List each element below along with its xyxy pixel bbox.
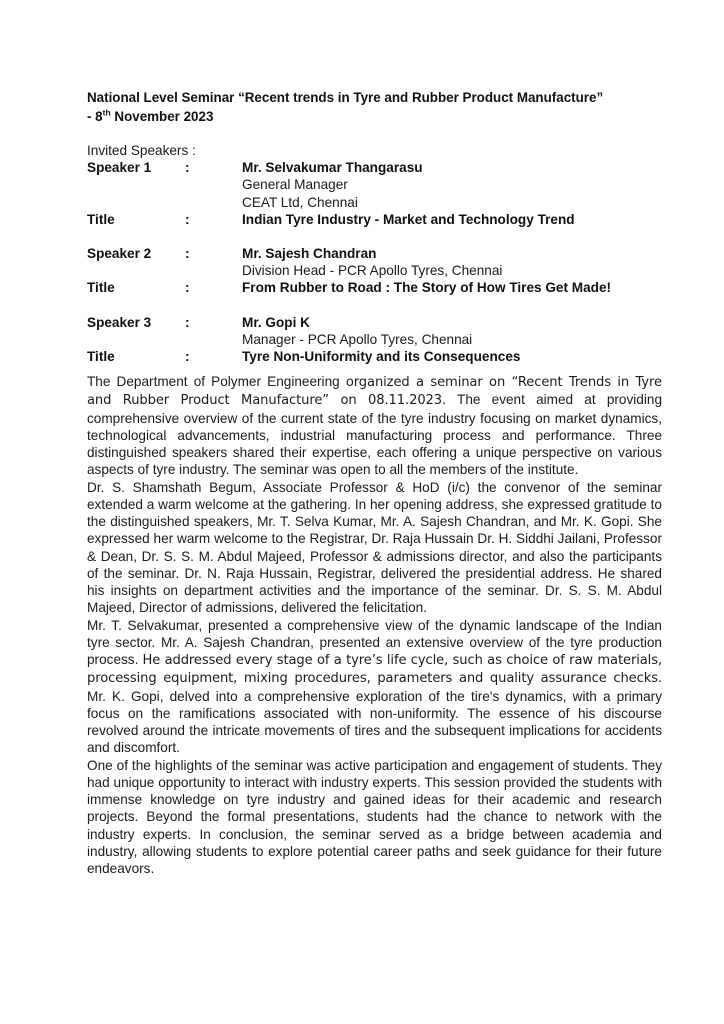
colon: : bbox=[185, 280, 190, 296]
speaker-role-row bbox=[87, 262, 662, 279]
report-body bbox=[87, 373, 662, 877]
speaker-label: Speaker 2 bbox=[87, 246, 152, 262]
text-run: Dr. S. Shamshath Begum, Associate Professor & HoD (i/c) the convenor of the seminar extended a warm welcome at the gathering. In her opening address, she expressed gratitude to the distinguished speakers, Mr. T. Selva Kumar, Mr. A. Sajesh Chandran, and Mr. K. Gopi. She expressed her warm welcome to the Registrar, Dr. Raja Hussain Dr. H. Siddhi Jailani, Professor & Dean, Dr. S. S. M. Abdul Majeed, Professor & admissions director, and also the participants of the seminar. Dr. N. Raja Hussain, Registrar, delivered the presidential address. He shared his insights on department activities and the importance of the seminar. Dr. S. S. M. Abdul Majeed, Director of admissions, delivered the felicitation. bbox=[87, 479, 662, 616]
speaker-label: Speaker 3 bbox=[87, 314, 152, 330]
title-label: Title bbox=[87, 280, 115, 296]
title-line-1: National Level Seminar “Recent trends in Tyre and Rubber Product Manufacture” bbox=[87, 90, 604, 105]
date-ordinal-superscript: th bbox=[102, 107, 111, 118]
date-prefix: - 8 bbox=[87, 109, 103, 124]
talk-title: Indian Tyre Industry - Market and Technology Trend bbox=[242, 211, 575, 227]
title-label: Title bbox=[87, 211, 115, 227]
text-run: Mr. T. Selvakumar, presented a comprehensive view of the dynamic landscape of the Indian tyre sector. Mr. A. Sajesh Chandran, presented an extensive overview of the tyre production process. bbox=[87, 617, 662, 668]
colon: : bbox=[185, 246, 190, 262]
speaker-role: CEAT Ltd, Chennai bbox=[242, 194, 358, 210]
speaker-role-row bbox=[87, 176, 662, 193]
text-run: organized a seminar on “Recent Trends in Tyre and Rubber Product Manufacture” on 08.11.2023. bbox=[87, 375, 662, 409]
empty-cell bbox=[185, 331, 242, 348]
speaker-name: Mr. Gopi K bbox=[242, 314, 310, 330]
speaker-row bbox=[87, 159, 662, 176]
speaker-block bbox=[87, 314, 662, 366]
text-run: He addressed every stage of a tyre’s life cycle, such as choice of raw materials, processing equipment, mixing procedures, parameters and quality assurance checks. bbox=[87, 653, 663, 687]
speaker-row bbox=[87, 245, 662, 262]
colon: : bbox=[185, 349, 190, 365]
speaker-block bbox=[87, 245, 662, 297]
empty-cell bbox=[185, 262, 242, 279]
empty-cell bbox=[87, 331, 185, 348]
colon: : bbox=[185, 314, 190, 330]
talk-title-row bbox=[87, 279, 662, 296]
speaker-role: Manager - PCR Apollo Tyres, Chennai bbox=[242, 331, 473, 347]
text-run: One of the highlights of the seminar was active participation and engagement of students. They had unique opportunity to interact with industry experts. This session provided the students with immense knowledge on tyre industry and gained ideas for their academic and research projects. Beyond the formal presentations, students had the chance to network with the industry experts. In conclusion, the seminar served as a bridge between academia and industry, allowing students to explore potential career paths and seek guidance for their future endeavors. bbox=[87, 757, 662, 877]
body-paragraph bbox=[87, 617, 662, 757]
speaker-name: Mr. Sajesh Chandran bbox=[242, 246, 377, 262]
empty-cell bbox=[87, 194, 185, 211]
text-run: The Department of Polymer Engineering bbox=[87, 374, 346, 390]
document-title bbox=[87, 88, 662, 126]
talk-title-row bbox=[87, 211, 662, 228]
empty-cell bbox=[185, 176, 242, 193]
speaker-role: Division Head - PCR Apollo Tyres, Chennai bbox=[242, 263, 503, 279]
speaker-role-row bbox=[87, 194, 662, 211]
speaker-row bbox=[87, 314, 662, 331]
body-paragraph bbox=[87, 757, 662, 878]
speaker-block bbox=[87, 159, 662, 228]
talk-title-row bbox=[87, 348, 662, 365]
talk-title: From Rubber to Road : The Story of How Tires Get Made! bbox=[242, 280, 612, 296]
invited-speakers-label: Invited Speakers : bbox=[87, 143, 196, 158]
date-suffix: November 2023 bbox=[110, 109, 214, 124]
colon: : bbox=[185, 160, 190, 176]
text-run: The event aimed at providing comprehensive overview of the current state of the tyre industry focusing on market dynamics, technological advancements, industrial manufacturing process and performance. Three distinguished speakers shared their expertise, each offering a unique perspective on various aspects of tyre industry. The seminar was open to all the members of the institute. bbox=[87, 392, 662, 478]
speaker-role: General Manager bbox=[242, 177, 348, 193]
text-run: Mr. K. Gopi, delved into a comprehensive exploration of the tire's dynamics, with a primary focus on the ramifications associated with non-uniformity. The essence of his discourse revolved around the intricate movements of tires and the subsequent implications for accidents and discomfort. bbox=[87, 688, 662, 756]
body-paragraph bbox=[87, 373, 662, 479]
empty-cell bbox=[87, 176, 185, 193]
speaker-name: Mr. Selvakumar Thangarasu bbox=[242, 160, 423, 176]
talk-title: Tyre Non-Uniformity and its Consequences bbox=[242, 349, 521, 365]
body-paragraph bbox=[87, 479, 662, 617]
empty-cell bbox=[185, 194, 242, 211]
speaker-label: Speaker 1 bbox=[87, 160, 152, 176]
colon: : bbox=[185, 211, 190, 227]
speaker-role-row bbox=[87, 331, 662, 348]
title-label: Title bbox=[87, 349, 115, 365]
empty-cell bbox=[87, 262, 185, 279]
title-line-2 bbox=[87, 107, 662, 126]
speakers-list bbox=[87, 159, 662, 365]
